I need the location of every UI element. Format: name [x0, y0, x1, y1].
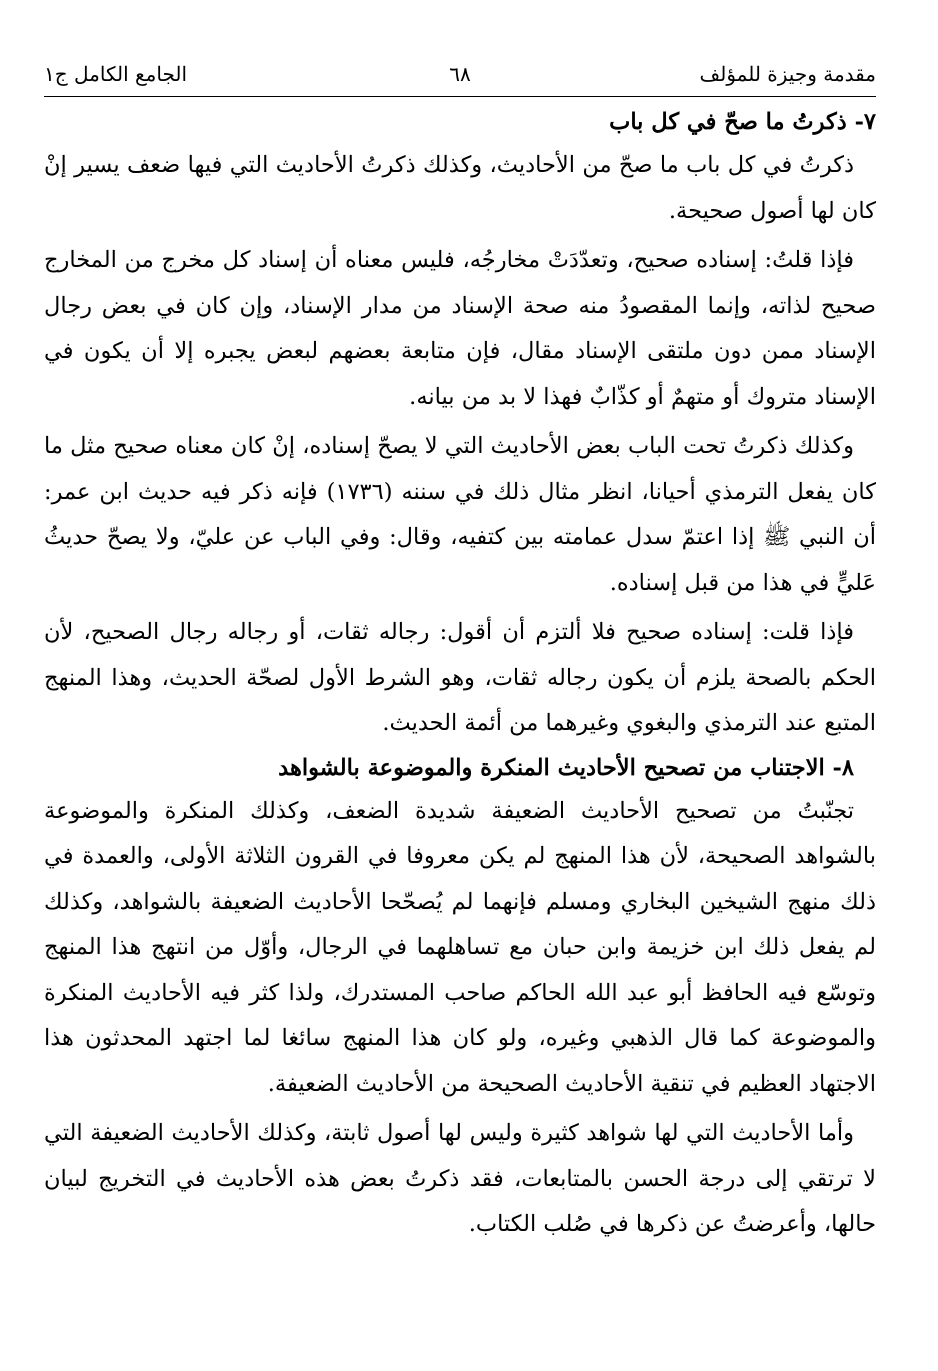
- paragraph: وكذلك ذكرتُ تحت الباب بعض الأحاديث التي لا يصحّ إسناده، إنْ كان معناه صحيح مثل ما كان يفعل الترمذي أحيانا، انظر مثال ذلك في سننه (١٧٣٦) فإنه ذكر فيه حديث ابن عمر: أن النبي ﷺ إذا اعتمّ سدل عمامته بين كتفيه، وقال: وفي الباب عن عليّ، ولا يصحّ حديثُ عَليٍّ في هذا من قبل إسناده.: [44, 433, 876, 596]
- paragraph: تجنّبتُ من تصحيح الأحاديث الضعيفة شديدة الضعف، وكذلك المنكرة والموضوعة بالشواهد الصحيحة، لأن هذا المنهج لم يكن معروفا في القرون الثلاثة الأولى، والعمدة في ذلك منهج الشيخين البخاري ومسلم فإنهما لم يُصحّحا الأحاديث الضعيفة بالشواهد، وكذلك لم يفعل ذلك ابن خزيمة وابن حبان مع تساهلهما في الرجال، وأوّل من انتهج هذا المنهج وتوسّع فيه الحافظ أبو عبد الله الحاكم صاحب المستدرك، ولذا كثر فيه الأحاديث المنكرة والموضوعة كما قال الذهبي وغيره، ولو كان هذا المنهج سائغا لما اجتهد المحدثون هذا الاجتهاد العظيم في تنقية الأحاديث الصحيحة من الأحاديث الضعيفة.: [44, 797, 876, 1097]
- section-heading-7: ٧- ذكرتُ ما صحّ في كل باب: [609, 109, 876, 135]
- page-number: ٦٨: [449, 62, 471, 86]
- page-body: [44, 101, 876, 1248]
- paragraph: فإذا قلت: إسناده صحيح فلا ألتزم أن أقول: رجاله ثقات، أو رجاله رجال الصحيح، لأن الحكم بالصحة يلزم أن يكون رجاله ثقات، وهو الشرط الأول لصحّة الحديث، وهذا المنهج المتبع عند الترمذي والبغوي وغيرهما من أئمة الحديث.: [44, 619, 876, 736]
- section-heading-8: ٨- الاجتناب من تصحيح الأحاديث المنكرة والموضوعة بالشواهد: [278, 754, 854, 781]
- book-page: [44, 52, 876, 1331]
- paragraph: ذكرتُ في كل باب ما صحّ من الأحاديث، وكذلك ذكرتُ الأحاديث التي فيها ضعف يسير إنْ كان لها أصول صحيحة.: [44, 152, 876, 224]
- paragraph: فإذا قلتُ: إسناده صحيح، وتعدّدَتْ مخارجُه، فليس معناه أن إسناد كل مخرج من المخارج صحيح لذاته، وإنما المقصودُ منه صحة الإسناد من مدار الإسناد، وإن كان في بعض رجال الإسناد ممن دون ملتقى الإسناد مقال، فإن متابعة بعضهم لبعض يجبره إلا أن يكون في الإسناد متروك أو متهمٌ أو كذّابٌ فهذا لا بد من بيانه.: [44, 247, 876, 410]
- header-chapter-title: مقدمة وجيزة للمؤلف: [699, 62, 876, 86]
- header-rule: [44, 96, 876, 97]
- header-book-title: الجامع الكامل ج١: [44, 62, 188, 86]
- paragraph: وأما الأحاديث التي لها شواهد كثيرة وليس لها أصول ثابتة، وكذلك الأحاديث الضعيفة التي لا ترتقي إلى درجة الحسن بالمتابعات، فقد ذكرتُ بعض هذه الأحاديث في التخريج لبيان حالها، وأعرضتُ عن ذكرها في صُلب الكتاب.: [44, 1120, 876, 1237]
- running-header: [44, 52, 876, 96]
